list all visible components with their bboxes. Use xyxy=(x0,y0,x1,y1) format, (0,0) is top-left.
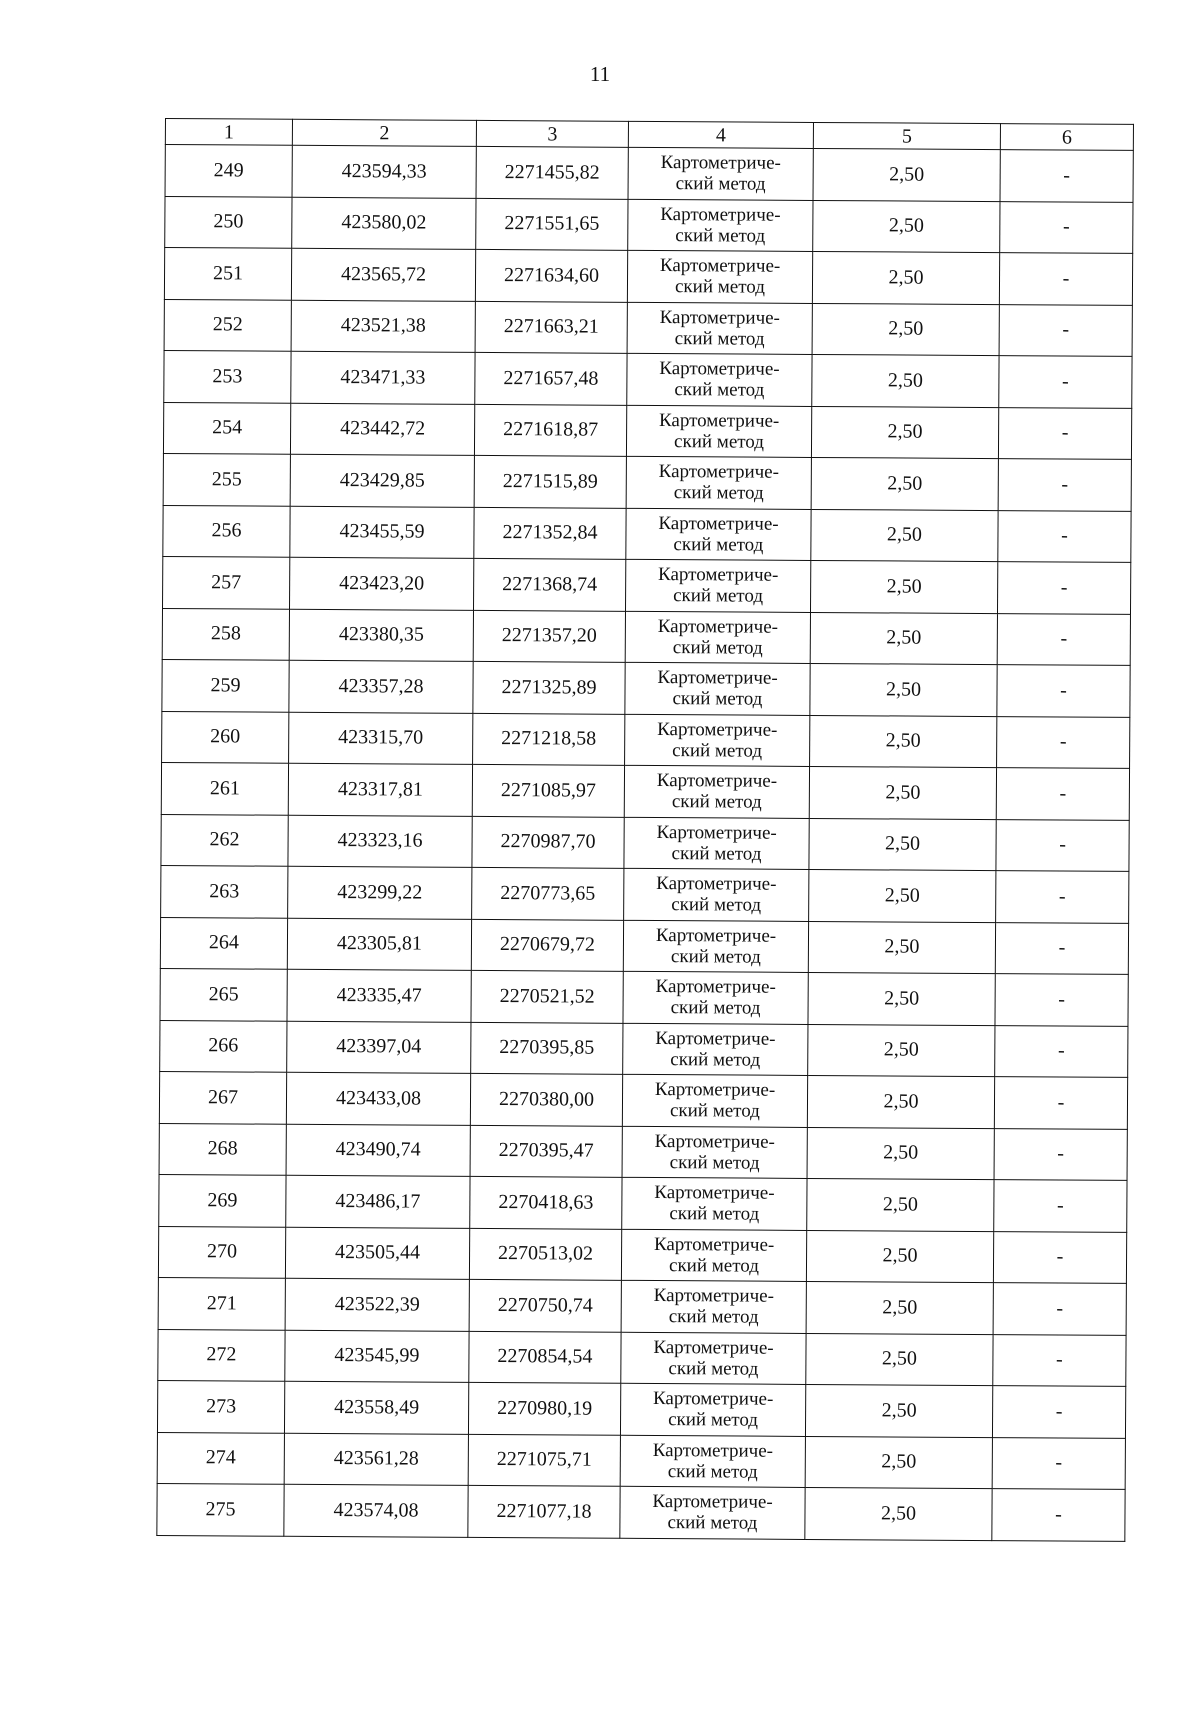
cell-coordinate-x: 423574,08 xyxy=(284,1484,468,1537)
cell-coordinate-x: 423522,39 xyxy=(285,1278,469,1331)
table-row xyxy=(157,1483,1125,1540)
cell-note: - xyxy=(995,922,1128,974)
cell-coordinate-x: 423505,44 xyxy=(285,1227,469,1280)
method-line-2: ский метод xyxy=(670,1048,761,1071)
cell-coordinate-x: 423423,20 xyxy=(290,557,474,610)
method-line-2: ский метод xyxy=(670,997,761,1019)
cell-coordinate-x: 423442,72 xyxy=(290,403,474,456)
cell-coordinate-y: 2271352,84 xyxy=(474,507,626,559)
method-line-1: Картометриче- xyxy=(654,1079,776,1101)
method-line-1: Картометриче- xyxy=(655,976,776,998)
cell-point-number: 265 xyxy=(160,968,287,1020)
cell-method xyxy=(624,817,809,870)
cell-method xyxy=(620,1435,805,1488)
table-row xyxy=(162,608,1130,665)
cell-method xyxy=(623,971,808,1024)
cell-note: - xyxy=(1000,201,1133,253)
cell-coordinate-x: 423397,04 xyxy=(287,1021,471,1074)
method-line-2: ский метод xyxy=(669,1151,760,1174)
method-line-1: Картометриче- xyxy=(660,152,781,175)
method-line-1: Картометриче- xyxy=(652,1439,774,1462)
table-row xyxy=(163,402,1131,459)
table-row xyxy=(158,1226,1126,1283)
cell-coordinate-y: 2271551,65 xyxy=(476,198,628,250)
cell-coordinate-y: 2270987,70 xyxy=(472,816,624,868)
cell-method xyxy=(622,1177,807,1230)
method-line-1: Картометриче- xyxy=(657,667,778,690)
method-line-2: ский метод xyxy=(671,842,762,865)
cell-note: - xyxy=(994,1128,1127,1180)
cell-point-number: 254 xyxy=(163,402,290,454)
cell-accuracy: 2,50 xyxy=(805,1436,992,1489)
cell-coordinate-y: 2271357,20 xyxy=(473,610,625,662)
method-line-2: ский метод xyxy=(671,894,762,916)
cell-method xyxy=(626,508,811,561)
method-line-1: Картометриче- xyxy=(657,615,779,638)
cell-point-number: 259 xyxy=(162,659,289,711)
table-row xyxy=(164,248,1132,305)
cell-method xyxy=(623,920,808,973)
table-row xyxy=(164,350,1132,407)
header-cell-5: 5 xyxy=(813,122,1000,149)
table-row xyxy=(160,1020,1128,1077)
cell-method xyxy=(628,147,813,200)
cell-coordinate-x: 423545,99 xyxy=(285,1330,469,1383)
method-line-2: ский метод xyxy=(674,430,765,453)
cell-point-number: 269 xyxy=(159,1174,286,1226)
cell-point-number: 251 xyxy=(164,248,291,300)
header-cell-3: 3 xyxy=(476,120,628,147)
method-line-1: Картометриче- xyxy=(659,255,781,278)
cell-point-number: 268 xyxy=(159,1123,286,1175)
cell-note: - xyxy=(997,562,1130,614)
cell-accuracy: 2,50 xyxy=(808,972,995,1025)
table-row xyxy=(162,711,1130,768)
cell-coordinate-y: 2271325,89 xyxy=(473,661,625,713)
cell-note: - xyxy=(997,613,1130,665)
cell-method xyxy=(624,868,809,921)
method-line-2: ский метод xyxy=(673,533,764,556)
cell-note: - xyxy=(996,768,1129,820)
cell-coordinate-y: 2271075,71 xyxy=(468,1434,620,1486)
table-row xyxy=(161,814,1129,871)
cell-note: - xyxy=(997,716,1130,768)
cell-note: - xyxy=(992,1386,1125,1438)
cell-point-number: 256 xyxy=(163,505,290,557)
cell-coordinate-y: 2271663,21 xyxy=(475,301,627,353)
cell-accuracy: 2,50 xyxy=(806,1230,993,1283)
cell-coordinate-x: 423315,70 xyxy=(289,712,473,765)
cell-coordinate-y: 2271218,58 xyxy=(473,713,625,765)
cell-accuracy: 2,50 xyxy=(812,354,999,407)
cell-method xyxy=(622,1074,807,1127)
method-line-1: Картометриче- xyxy=(655,1027,776,1050)
cell-coordinate-y: 2271515,89 xyxy=(474,455,626,507)
method-line-2: ский метод xyxy=(669,1100,760,1122)
method-line-1: Картометриче- xyxy=(659,306,780,329)
table-row xyxy=(164,299,1132,356)
table-row xyxy=(161,865,1129,922)
method-line-1: Картометриче- xyxy=(654,1130,775,1153)
method-line-1: Картометриче- xyxy=(655,924,777,947)
table-row xyxy=(158,1277,1126,1334)
cell-coordinate-y: 2270395,85 xyxy=(471,1022,623,1074)
method-line-1: Картометриче- xyxy=(658,564,779,587)
cell-point-number: 273 xyxy=(157,1380,284,1432)
table-row xyxy=(159,1174,1127,1231)
method-line-1: Картометриче- xyxy=(656,770,778,793)
method-line-1: Картометриче- xyxy=(660,203,781,226)
method-line-1: Картометриче- xyxy=(656,873,777,895)
cell-point-number: 253 xyxy=(164,350,291,402)
cell-accuracy: 2,50 xyxy=(811,457,998,510)
cell-note: - xyxy=(999,253,1132,305)
cell-note: - xyxy=(998,459,1131,511)
method-line-1: Картометриче- xyxy=(654,1182,775,1204)
table-row xyxy=(158,1329,1126,1386)
cell-accuracy: 2,50 xyxy=(806,1333,993,1386)
cell-method xyxy=(623,1023,808,1076)
cell-coordinate-x: 423561,28 xyxy=(284,1433,468,1486)
cell-point-number: 270 xyxy=(158,1226,285,1278)
cell-coordinate-x: 423317,81 xyxy=(288,763,472,816)
table-row xyxy=(160,917,1128,974)
method-line-2: ский метод xyxy=(674,276,765,298)
cell-method xyxy=(620,1486,805,1539)
cell-point-number: 261 xyxy=(161,762,288,814)
cell-point-number: 249 xyxy=(165,145,292,197)
cell-coordinate-x: 423565,72 xyxy=(291,248,475,301)
method-line-2: ский метод xyxy=(668,1254,760,1277)
method-line-2: ский метод xyxy=(672,739,763,762)
cell-note: - xyxy=(998,407,1131,459)
table-row xyxy=(159,1071,1127,1128)
cell-point-number: 255 xyxy=(163,453,290,505)
cell-accuracy: 2,50 xyxy=(810,663,997,716)
cell-coordinate-y: 2270679,72 xyxy=(471,919,623,971)
cell-coordinate-y: 2271077,18 xyxy=(468,1485,620,1537)
cell-method xyxy=(620,1383,805,1436)
method-line-1: Картометриче- xyxy=(652,1388,774,1410)
cell-coordinate-y: 2270521,52 xyxy=(471,970,623,1022)
cell-method xyxy=(625,559,810,612)
method-line-2: ский метод xyxy=(670,945,761,968)
cell-coordinate-x: 423486,17 xyxy=(286,1175,470,1228)
cell-note: - xyxy=(994,1180,1127,1232)
header-cell-6: 6 xyxy=(1000,124,1133,151)
method-line-1: Картометриче- xyxy=(658,409,780,432)
cell-method xyxy=(624,765,809,818)
cell-accuracy: 2,50 xyxy=(809,869,996,922)
cell-coordinate-y: 2271085,97 xyxy=(472,764,624,816)
cell-note: - xyxy=(995,974,1128,1026)
method-line-2: ский метод xyxy=(667,1512,758,1534)
cell-accuracy: 2,50 xyxy=(811,406,998,459)
method-line-1: Картометриче- xyxy=(653,1285,775,1307)
cell-point-number: 257 xyxy=(163,556,290,608)
cell-method xyxy=(621,1332,806,1385)
method-line-2: ский метод xyxy=(675,224,766,247)
cell-coordinate-x: 423594,33 xyxy=(292,145,476,198)
cell-point-number: 252 xyxy=(164,299,291,351)
cell-accuracy: 2,50 xyxy=(805,1487,992,1540)
cell-point-number: 274 xyxy=(157,1432,284,1484)
cell-note: - xyxy=(996,871,1129,923)
cell-method xyxy=(627,353,812,406)
cell-note: - xyxy=(997,665,1130,717)
cell-coordinate-y: 2270513,02 xyxy=(469,1228,621,1280)
method-line-1: Картометриче- xyxy=(659,358,780,381)
cell-coordinate-y: 2270750,74 xyxy=(469,1279,621,1331)
cell-point-number: 250 xyxy=(165,196,292,248)
cell-accuracy: 2,50 xyxy=(808,921,995,974)
cell-coordinate-y: 2271455,82 xyxy=(476,146,628,198)
table-row xyxy=(161,762,1129,819)
method-line-1: Картометриче- xyxy=(658,461,780,484)
cell-method xyxy=(627,250,812,303)
cell-coordinate-y: 2271634,60 xyxy=(475,249,627,301)
cell-coordinate-x: 423455,59 xyxy=(290,506,474,559)
cell-accuracy: 2,50 xyxy=(808,1024,995,1077)
cell-note: - xyxy=(993,1283,1126,1335)
page-number: 11 xyxy=(589,62,611,86)
cell-note: - xyxy=(999,304,1132,356)
cell-point-number: 267 xyxy=(159,1071,286,1123)
cell-coordinate-y: 2270418,63 xyxy=(470,1176,622,1228)
cell-coordinate-y: 2271368,74 xyxy=(474,558,626,610)
cell-coordinate-y: 2270380,00 xyxy=(470,1073,622,1125)
table-row xyxy=(157,1432,1125,1489)
cell-accuracy: 2,50 xyxy=(811,509,998,562)
cell-coordinate-x: 423305,81 xyxy=(287,918,471,971)
cell-note: - xyxy=(994,1077,1127,1129)
table-row xyxy=(163,556,1131,613)
cell-accuracy: 2,50 xyxy=(813,200,1000,253)
method-line-2: ский метод xyxy=(674,327,765,350)
cell-accuracy: 2,50 xyxy=(807,1075,994,1128)
cell-method xyxy=(621,1280,806,1333)
cell-coordinate-x: 423558,49 xyxy=(284,1381,468,1434)
method-line-2: ский метод xyxy=(671,791,762,813)
cell-accuracy: 2,50 xyxy=(812,303,999,356)
cell-method xyxy=(622,1126,807,1179)
cell-coordinate-y: 2271618,87 xyxy=(474,404,626,456)
cell-note: - xyxy=(992,1489,1125,1541)
cell-coordinate-y: 2270773,65 xyxy=(472,867,624,919)
cell-accuracy: 2,50 xyxy=(810,715,997,768)
cell-accuracy: 2,50 xyxy=(807,1127,994,1180)
cell-point-number: 262 xyxy=(161,814,288,866)
cell-method xyxy=(626,405,811,458)
table-body xyxy=(157,145,1133,1541)
cell-note: - xyxy=(993,1231,1126,1283)
cell-method xyxy=(625,714,810,767)
cell-accuracy: 2,50 xyxy=(805,1384,992,1437)
cell-method xyxy=(626,456,811,509)
method-line-1: Картометриче- xyxy=(658,512,779,535)
header-cell-1: 1 xyxy=(165,119,292,146)
cell-note: - xyxy=(1000,150,1133,202)
method-line-2: ский метод xyxy=(673,585,764,607)
cell-point-number: 271 xyxy=(158,1277,285,1329)
table-row xyxy=(165,145,1133,202)
coordinates-table xyxy=(156,118,1134,1541)
method-line-2: ский метод xyxy=(675,173,766,195)
cell-coordinate-x: 423380,35 xyxy=(289,609,473,662)
cell-method xyxy=(621,1229,806,1282)
method-line-2: ский метод xyxy=(674,379,765,401)
cell-point-number: 272 xyxy=(158,1329,285,1381)
coordinates-table-container xyxy=(156,118,1133,1541)
method-line-1: Картометриче- xyxy=(652,1491,773,1513)
cell-coordinate-x: 423471,33 xyxy=(291,351,475,404)
cell-coordinate-y: 2270980,19 xyxy=(468,1382,620,1434)
cell-method xyxy=(627,302,812,355)
table-row xyxy=(163,453,1131,510)
cell-coordinate-x: 423580,02 xyxy=(292,197,476,250)
cell-coordinate-x: 423335,47 xyxy=(287,969,471,1022)
method-line-1: Картометриче- xyxy=(657,718,778,741)
cell-accuracy: 2,50 xyxy=(813,148,1000,201)
cell-coordinate-y: 2270854,54 xyxy=(469,1331,621,1383)
cell-point-number: 266 xyxy=(160,1020,287,1072)
table-row xyxy=(157,1380,1125,1437)
method-line-1: Картометриче- xyxy=(656,821,777,844)
cell-accuracy: 2,50 xyxy=(809,818,996,871)
method-line-2: ский метод xyxy=(668,1306,759,1328)
cell-coordinate-x: 423357,28 xyxy=(289,660,473,713)
method-line-2: ский метод xyxy=(672,636,763,659)
cell-note: - xyxy=(992,1437,1125,1489)
table-row xyxy=(160,968,1128,1025)
cell-method xyxy=(625,611,810,664)
cell-accuracy: 2,50 xyxy=(810,612,997,665)
method-line-1: Картометриче- xyxy=(653,1336,774,1359)
cell-method xyxy=(628,199,813,252)
cell-coordinate-x: 423429,85 xyxy=(290,454,474,507)
cell-note: - xyxy=(995,1025,1128,1077)
method-line-2: ский метод xyxy=(673,482,764,504)
cell-accuracy: 2,50 xyxy=(807,1178,994,1231)
table-row xyxy=(163,505,1131,562)
cell-note: - xyxy=(993,1334,1126,1386)
cell-coordinate-x: 423323,16 xyxy=(288,815,472,868)
cell-coordinate-x: 423299,22 xyxy=(288,866,472,919)
cell-accuracy: 2,50 xyxy=(812,251,999,304)
method-line-2: ский метод xyxy=(668,1409,759,1431)
cell-note: - xyxy=(999,356,1132,408)
cell-accuracy: 2,50 xyxy=(810,560,997,613)
cell-point-number: 258 xyxy=(162,608,289,660)
cell-note: - xyxy=(996,819,1129,871)
header-cell-2: 2 xyxy=(292,119,476,146)
cell-accuracy: 2,50 xyxy=(806,1281,993,1334)
cell-coordinate-x: 423521,38 xyxy=(291,300,475,353)
table-row xyxy=(162,659,1130,716)
cell-point-number: 263 xyxy=(161,865,288,917)
method-line-1: Картометриче- xyxy=(653,1233,775,1256)
cell-method xyxy=(625,662,810,715)
method-line-2: ский метод xyxy=(672,688,763,710)
cell-accuracy: 2,50 xyxy=(809,766,996,819)
cell-coordinate-y: 2271657,48 xyxy=(475,352,627,404)
method-line-2: ский метод xyxy=(668,1357,759,1380)
cell-note: - xyxy=(998,510,1131,562)
cell-coordinate-x: 423490,74 xyxy=(286,1124,470,1177)
cell-coordinate-x: 423433,08 xyxy=(286,1072,470,1125)
method-line-2: ский метод xyxy=(669,1203,760,1225)
table-row xyxy=(165,196,1133,253)
cell-coordinate-y: 2270395,47 xyxy=(470,1125,622,1177)
cell-point-number: 275 xyxy=(157,1483,284,1535)
cell-point-number: 260 xyxy=(162,711,289,763)
cell-point-number: 264 xyxy=(160,917,287,969)
header-cell-4: 4 xyxy=(628,121,813,148)
method-line-2: ский метод xyxy=(667,1460,758,1483)
table-row xyxy=(159,1123,1127,1180)
